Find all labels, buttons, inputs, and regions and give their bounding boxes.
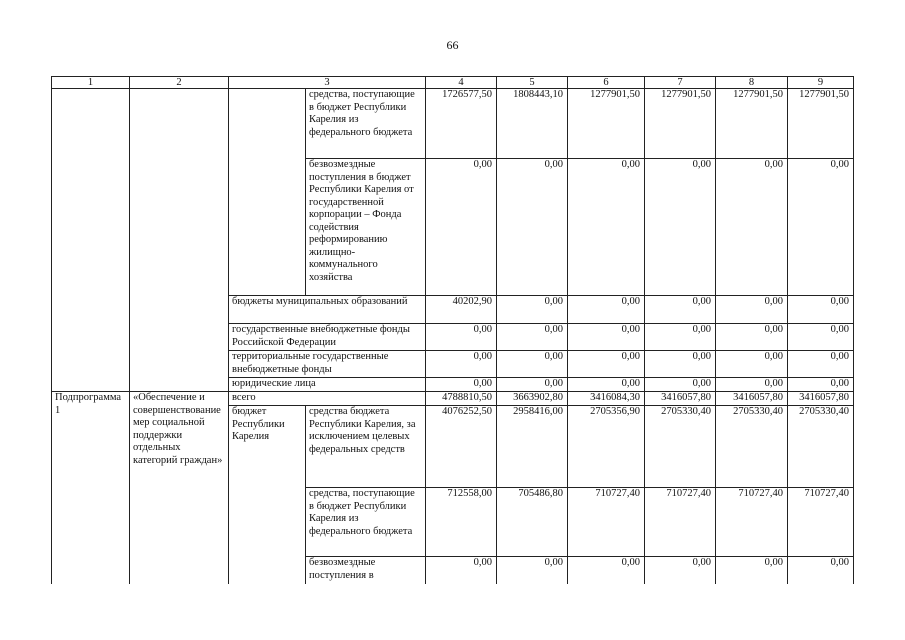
value-cell: 0,00 <box>788 159 854 296</box>
header-cell: 2 <box>130 77 229 89</box>
header-cell: 9 <box>788 77 854 89</box>
row-label: безвозмездные поступления в бюджет Республики Карелия от государственной корпорации – Фонда содействия реформированию жилищно-коммунального хозяйства <box>306 159 426 296</box>
value-cell: 0,00 <box>788 324 854 351</box>
value-cell: 1277901,50 <box>645 89 716 159</box>
value-cell: 0,00 <box>788 351 854 378</box>
value-cell: 2705330,40 <box>716 406 788 488</box>
empty-cell <box>229 89 306 296</box>
value-cell: 0,00 <box>497 378 568 392</box>
row-label: средства бюджета Республики Карелия, за исключением целевых федеральных средств <box>306 406 426 488</box>
value-cell: 0,00 <box>716 324 788 351</box>
header-cell: 5 <box>497 77 568 89</box>
value-cell: 0,00 <box>716 296 788 324</box>
value-cell: 0,00 <box>716 378 788 392</box>
value-cell: 710727,40 <box>716 488 788 557</box>
value-cell: 0,00 <box>716 351 788 378</box>
header-row <box>52 77 854 89</box>
value-cell: 2958416,00 <box>497 406 568 488</box>
budget-table <box>51 76 854 584</box>
empty-cell <box>130 89 229 392</box>
value-cell: 705486,80 <box>497 488 568 557</box>
value-cell: 1277901,50 <box>788 89 854 159</box>
value-cell: 0,00 <box>426 557 497 584</box>
value-cell: 1277901,50 <box>716 89 788 159</box>
value-cell: 0,00 <box>497 557 568 584</box>
value-cell: 0,00 <box>716 159 788 296</box>
header-cell: 4 <box>426 77 497 89</box>
value-cell: 0,00 <box>645 378 716 392</box>
value-cell: 0,00 <box>645 557 716 584</box>
table-row <box>52 89 854 159</box>
header-cell: 8 <box>716 77 788 89</box>
table-row <box>52 392 854 406</box>
value-cell: 0,00 <box>497 296 568 324</box>
value-cell: 0,00 <box>568 296 645 324</box>
value-cell: 0,00 <box>645 296 716 324</box>
value-cell: 4788810,50 <box>426 392 497 406</box>
value-cell: 0,00 <box>788 296 854 324</box>
value-cell: 3416057,80 <box>716 392 788 406</box>
subprogram-status: Подпрограмма 1 <box>52 392 130 584</box>
value-cell: 0,00 <box>497 324 568 351</box>
page-number: 66 <box>446 38 459 52</box>
row-label: средства, поступающие в бюджет Республики Карелия из федерального бюджета <box>306 89 426 159</box>
value-cell: 0,00 <box>645 159 716 296</box>
value-cell: 0,00 <box>645 324 716 351</box>
value-cell: 2705330,40 <box>788 406 854 488</box>
value-cell: 0,00 <box>426 159 497 296</box>
value-cell: 0,00 <box>426 324 497 351</box>
row-label: государственные внебюджетные фонды Российской Федерации <box>229 324 426 351</box>
empty-cell <box>52 89 130 392</box>
value-cell: 710727,40 <box>788 488 854 557</box>
subprogram-name: «Обеспечение и совершенствование мер социальной поддержки отдельных категорий граждан» <box>130 392 229 584</box>
value-cell: 0,00 <box>788 378 854 392</box>
value-cell: 710727,40 <box>568 488 645 557</box>
row-label: всего <box>229 392 426 406</box>
value-cell: 0,00 <box>497 351 568 378</box>
value-cell: 0,00 <box>568 159 645 296</box>
header-cell: 3 <box>229 77 426 89</box>
value-cell: 0,00 <box>426 351 497 378</box>
value-cell: 0,00 <box>716 557 788 584</box>
header-cell: 6 <box>568 77 645 89</box>
value-cell: 3663902,80 <box>497 392 568 406</box>
row-label: территориальные государственные внебюджетные фонды <box>229 351 426 378</box>
value-cell: 0,00 <box>568 351 645 378</box>
value-cell: 0,00 <box>788 557 854 584</box>
value-cell: 0,00 <box>568 378 645 392</box>
value-cell: 0,00 <box>568 557 645 584</box>
value-cell: 1808443,10 <box>497 89 568 159</box>
value-cell: 3416084,30 <box>568 392 645 406</box>
value-cell: 3416057,80 <box>645 392 716 406</box>
value-cell: 710727,40 <box>645 488 716 557</box>
row-label: средства, поступающие в бюджет Республики Карелия из федерального бюджета <box>306 488 426 557</box>
value-cell: 712558,00 <box>426 488 497 557</box>
value-cell: 0,00 <box>497 159 568 296</box>
value-cell: 0,00 <box>426 378 497 392</box>
header-cell: 1 <box>52 77 130 89</box>
value-cell: 3416057,80 <box>788 392 854 406</box>
value-cell: 1726577,50 <box>426 89 497 159</box>
value-cell: 0,00 <box>645 351 716 378</box>
value-cell: 40202,90 <box>426 296 497 324</box>
row-label: юридические лица <box>229 378 426 392</box>
row-label: бюджеты муниципальных образований <box>229 296 426 324</box>
value-cell: 2705356,90 <box>568 406 645 488</box>
value-cell: 4076252,50 <box>426 406 497 488</box>
budget-source-label: бюджет Республики Карелия <box>229 406 306 584</box>
row-label: безвозмездные поступления в <box>306 557 426 584</box>
value-cell: 1277901,50 <box>568 89 645 159</box>
value-cell: 0,00 <box>568 324 645 351</box>
header-cell: 7 <box>645 77 716 89</box>
value-cell: 2705330,40 <box>645 406 716 488</box>
